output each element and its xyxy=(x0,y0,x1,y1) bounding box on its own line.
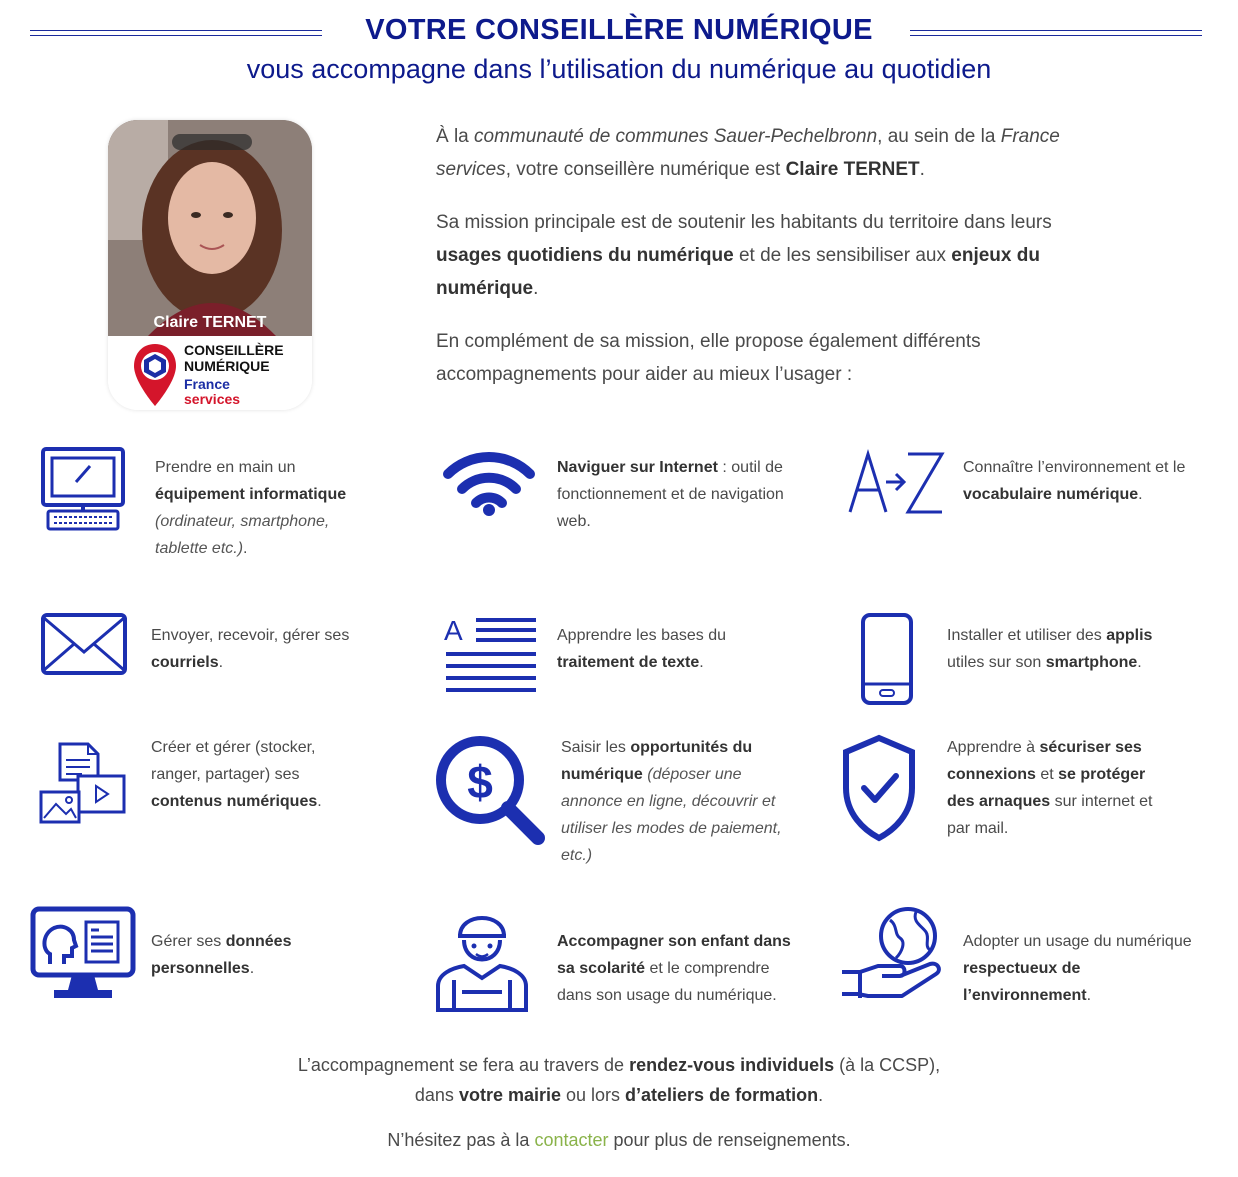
outro-line-1: L’accompagnement se fera au travers de rendez-vous individuels (à la CCSP), xyxy=(297,1055,941,1075)
svg-text:A: A xyxy=(444,615,463,646)
dollar-search-icon xyxy=(434,734,548,846)
map-pin-logo-icon xyxy=(132,342,178,408)
service-text-content: Créer et gérer (stocker, ranger, partager) ses contenus numériques. xyxy=(151,739,322,810)
brand-france: France xyxy=(184,376,230,392)
service-item-apps xyxy=(842,610,1202,710)
service-text-word-processing: Apprendre les bases du traitement de texte. xyxy=(557,627,726,671)
brand-services: services xyxy=(184,391,241,407)
contact-line: N’hésitez pas à la contacter pour plus de renseignements. xyxy=(387,1130,851,1150)
svg-text:$: $ xyxy=(467,756,493,808)
personal-data-icon xyxy=(30,906,136,1000)
advisor-photo xyxy=(108,120,312,336)
service-text-apps: Installer et utiliser des applis utiles sur son smartphone. xyxy=(947,627,1153,671)
service-item-internet xyxy=(440,446,800,556)
service-item-child xyxy=(434,906,804,1016)
advisor-badge xyxy=(108,120,312,410)
role-title: CONSEILLÈRE NUMÉRIQUE xyxy=(184,342,284,374)
intro-text xyxy=(436,120,1116,411)
service-item-word-processing xyxy=(440,610,800,700)
service-text-security: Apprendre à sécuriser ses connexions et se protéger des arnaques sur internet et par mail. xyxy=(947,739,1153,837)
service-item-email xyxy=(38,610,378,700)
service-item-content xyxy=(38,734,378,834)
service-item-computer xyxy=(38,446,378,566)
shield-check-icon xyxy=(840,734,918,842)
service-text-opportunities: Saisir les opportunités du numérique (déposer une annonce en ligne, découvrir et utiliser les modes de paiement, etc.) xyxy=(561,739,782,864)
wifi-icon xyxy=(442,450,536,520)
smartphone-icon xyxy=(860,612,914,706)
service-item-security xyxy=(838,734,1202,854)
page-subtitle: vous accompagne dans l’utilisation du numérique au quotidien xyxy=(246,54,992,84)
service-text-environment: Adopter un usage du numérique respectueux de l’environnement. xyxy=(963,933,1192,1004)
envelope-icon xyxy=(40,612,128,676)
service-text-internet: Naviguer sur Internet : outil de fonctionnement et de navigation web. xyxy=(557,459,784,530)
outro-line-2: dans votre mairie ou lors d’ateliers de formation. xyxy=(414,1085,824,1105)
service-item-personal-data xyxy=(30,906,378,1006)
text-document-icon xyxy=(442,614,538,694)
service-item-environment xyxy=(838,906,1202,1024)
intro-paragraph-2: Sa mission principale est de soutenir les habitants du territoire dans leurs usages quotidiens du numérique et de les sensibiliser aux enjeux du numérique. xyxy=(436,212,1052,299)
a-to-z-icon xyxy=(846,448,946,516)
intro-paragraph-1: À la communauté de communes Sauer-Pechelbronn, au sein de la France services, votre conseillère numérique est Claire TERNET. xyxy=(436,126,1060,180)
computer-icon xyxy=(40,446,130,534)
intro-paragraph-3: En complément de sa mission, elle propose également différents accompagnements pour aider au mieux l’usager : xyxy=(436,331,981,385)
france-services-logo xyxy=(108,336,312,410)
service-text-computer: Prendre en main un équipement informatique (ordinateur, smartphone, tablette etc.). xyxy=(155,459,347,557)
child-icon xyxy=(434,906,530,1014)
media-files-icon xyxy=(38,740,128,826)
outro-text xyxy=(0,1050,1238,1110)
service-text-personal-data: Gérer ses données personnelles. xyxy=(151,933,292,977)
advisor-name-overlay: Claire TERNET xyxy=(153,314,267,331)
service-text-child: Accompagner son enfant dans sa scolarité et le comprendre dans son usage du numérique. xyxy=(557,933,791,1004)
page-title: VOTRE CONSEILLÈRE NUMÉRIQUE xyxy=(365,14,873,46)
service-text-email: Envoyer, recevoir, gérer ses courriels. xyxy=(151,627,350,671)
service-item-opportunities xyxy=(434,734,804,874)
service-text-vocabulary: Connaître l’environnement et le vocabulaire numérique. xyxy=(963,459,1186,503)
earth-hand-icon xyxy=(838,906,950,1022)
service-item-vocabulary xyxy=(842,446,1202,536)
contact-link[interactable]: contacter xyxy=(534,1130,609,1150)
